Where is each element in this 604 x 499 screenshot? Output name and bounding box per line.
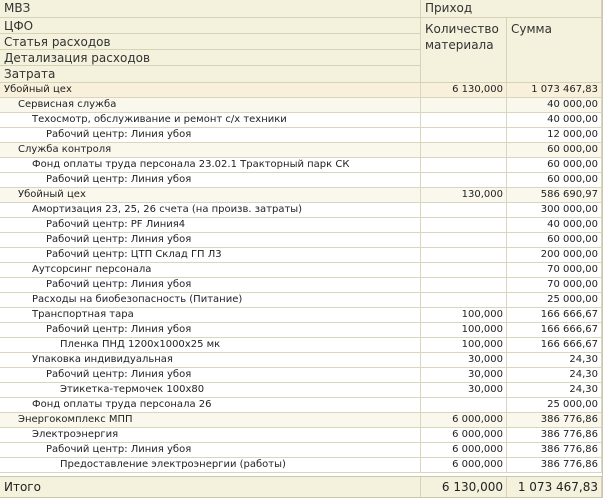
row-sum-cell[interactable]: 60 000,00 (507, 143, 602, 157)
row-sum-cell[interactable]: 40 000,00 (507, 218, 602, 232)
row-qty-cell[interactable] (421, 398, 507, 412)
table-row[interactable] (0, 398, 602, 413)
row-qty-cell[interactable]: 30,000 (421, 368, 507, 382)
table-row[interactable] (0, 338, 602, 353)
table-row[interactable] (0, 113, 602, 128)
row-sum-cell[interactable]: 40 000,00 (507, 98, 602, 112)
row-name-cell[interactable]: Аутсорсинг персонала (0, 263, 421, 277)
row-sum-cell[interactable]: 166 666,67 (507, 323, 602, 337)
row-qty-cell[interactable]: 100,000 (421, 308, 507, 322)
header-material-qty[interactable]: Количество материала (421, 18, 507, 83)
total-qty: 6 130,000 (421, 477, 507, 497)
row-name-cell[interactable]: Фонд оплаты труда персонала 23.02.1 Тракторный парк СК (0, 158, 421, 172)
row-name-cell[interactable]: Рабочий центр: Линия убоя (0, 128, 421, 142)
row-qty-cell[interactable] (421, 98, 507, 112)
row-name-cell[interactable]: Расходы на биобезопасность (Питание) (0, 293, 421, 307)
row-qty-cell[interactable]: 6 130,000 (421, 83, 507, 97)
row-qty-cell[interactable]: 130,000 (421, 188, 507, 202)
table-row[interactable] (0, 263, 602, 278)
row-name-cell[interactable]: Убойный цех (0, 188, 421, 202)
row-sum-cell[interactable]: 25 000,00 (507, 398, 602, 412)
table-row[interactable] (0, 128, 602, 143)
row-qty-cell[interactable] (421, 128, 507, 142)
row-qty-cell[interactable]: 6 000,000 (421, 443, 507, 457)
row-qty-cell[interactable] (421, 173, 507, 187)
row-sum-cell[interactable]: 386 776,86 (507, 443, 602, 457)
row-sum-cell[interactable]: 386 776,86 (507, 458, 602, 472)
table-row[interactable] (0, 368, 602, 383)
row-sum-cell[interactable]: 40 000,00 (507, 113, 602, 127)
row-qty-cell[interactable]: 30,000 (421, 383, 507, 397)
row-sum-cell[interactable]: 386 776,86 (507, 428, 602, 442)
table-row[interactable] (0, 278, 602, 293)
row-sum-cell[interactable]: 60 000,00 (507, 158, 602, 172)
table-row[interactable] (0, 308, 602, 323)
table-row[interactable] (0, 173, 602, 188)
row-name-cell[interactable]: Амортизация 23, 25, 26 счета (на произв. затраты) (0, 203, 421, 217)
row-sum-cell[interactable]: 60 000,00 (507, 173, 602, 187)
row-name-cell[interactable]: Техосмотр, обслуживание и ремонт с/х техники (0, 113, 421, 127)
header-expense[interactable]: Затрата (0, 66, 421, 83)
table-row[interactable] (0, 218, 602, 233)
table-row[interactable] (0, 383, 602, 398)
table-row[interactable] (0, 353, 602, 368)
row-qty-cell[interactable] (421, 248, 507, 262)
header-cost-item[interactable]: Статья расходов (0, 34, 421, 50)
row-name-cell[interactable]: Рабочий центр: Линия убоя (0, 368, 421, 382)
row-sum-cell[interactable]: 25 000,00 (507, 293, 602, 307)
table-row[interactable] (0, 98, 602, 113)
row-sum-cell[interactable]: 200 000,00 (507, 248, 602, 262)
table-row[interactable] (0, 293, 602, 308)
row-name-cell[interactable]: Рабочий центр: ЦТП Склад ГП Л3 (0, 248, 421, 262)
table-row[interactable] (0, 233, 602, 248)
row-qty-cell[interactable]: 100,000 (421, 338, 507, 352)
table-row[interactable] (0, 413, 602, 428)
row-qty-cell[interactable]: 6 000,000 (421, 428, 507, 442)
table-row[interactable] (0, 458, 602, 473)
row-qty-cell[interactable] (421, 218, 507, 232)
row-name-cell[interactable]: Рабочий центр: Линия убоя (0, 233, 421, 247)
row-qty-cell[interactable] (421, 293, 507, 307)
row-name-cell[interactable]: Рабочий центр: Линия убоя (0, 173, 421, 187)
table-header (0, 0, 602, 83)
table-row[interactable] (0, 323, 602, 338)
row-qty-cell[interactable] (421, 263, 507, 277)
row-qty-cell[interactable] (421, 233, 507, 247)
row-name-cell[interactable]: Пленка ПНД 1200х1000х25 мк (0, 338, 421, 352)
row-name-cell[interactable]: Рабочий центр: Линия убоя (0, 323, 421, 337)
header-mvz[interactable]: МВЗ (0, 0, 421, 18)
row-name-cell[interactable]: Фонд оплаты труда персонала 26 (0, 398, 421, 412)
row-name-cell[interactable]: Рабочий центр: Линия убоя (0, 278, 421, 292)
row-sum-cell[interactable]: 166 666,67 (507, 308, 602, 322)
row-sum-cell[interactable]: 586 690,97 (507, 188, 602, 202)
table-row[interactable] (0, 428, 602, 443)
total-label: Итого (0, 477, 421, 497)
row-qty-cell[interactable] (421, 143, 507, 157)
row-qty-cell[interactable] (421, 203, 507, 217)
table-row[interactable] (0, 248, 602, 263)
row-sum-cell[interactable]: 300 000,00 (507, 203, 602, 217)
header-cfo[interactable]: ЦФО (0, 18, 421, 34)
row-sum-cell[interactable]: 70 000,00 (507, 278, 602, 292)
table-row[interactable] (0, 203, 602, 218)
header-sum[interactable]: Сумма (507, 18, 602, 83)
total-row (0, 476, 602, 497)
table-body (0, 83, 602, 473)
row-qty-cell[interactable]: 6 000,000 (421, 458, 507, 472)
row-name-cell[interactable]: Рабочий центр: РF Линия4 (0, 218, 421, 232)
row-sum-cell[interactable]: 24,30 (507, 353, 602, 367)
row-sum-cell[interactable]: 386 776,86 (507, 413, 602, 427)
row-sum-cell[interactable]: 24,30 (507, 368, 602, 382)
row-name-cell[interactable]: Транспортная тара (0, 308, 421, 322)
row-qty-cell[interactable]: 6 000,000 (421, 413, 507, 427)
row-qty-cell[interactable]: 100,000 (421, 323, 507, 337)
row-name-cell[interactable]: Рабочий центр: Линия убоя (0, 443, 421, 457)
row-qty-cell[interactable] (421, 113, 507, 127)
row-name-cell[interactable]: Сервисная служба (0, 98, 421, 112)
row-sum-cell[interactable]: 1 073 467,83 (507, 83, 602, 97)
header-income[interactable]: Приход (421, 0, 602, 18)
row-sum-cell[interactable]: 166 666,67 (507, 338, 602, 352)
table-row[interactable] (0, 158, 602, 173)
total-sum: 1 073 467,83 (507, 477, 602, 497)
row-name-cell[interactable]: Предоставление электроэнергии (работы) (0, 458, 421, 472)
row-sum-cell[interactable]: 70 000,00 (507, 263, 602, 277)
row-name-cell[interactable]: Служба контроля (0, 143, 421, 157)
row-qty-cell[interactable]: 30,000 (421, 353, 507, 367)
table-row[interactable] (0, 188, 602, 203)
table-row[interactable] (0, 443, 602, 458)
table-row[interactable] (0, 83, 602, 98)
row-name-cell[interactable]: Убойный цех (0, 83, 421, 97)
row-name-cell[interactable]: Упаковка индивидуальная (0, 353, 421, 367)
row-sum-cell[interactable]: 24,30 (507, 383, 602, 397)
row-name-cell[interactable]: Электроэнергия (0, 428, 421, 442)
row-sum-cell[interactable]: 12 000,00 (507, 128, 602, 142)
row-name-cell[interactable]: Этикетка-термочек 100х80 (0, 383, 421, 397)
row-qty-cell[interactable] (421, 158, 507, 172)
header-cost-detail[interactable]: Детализация расходов (0, 50, 421, 66)
row-qty-cell[interactable] (421, 278, 507, 292)
row-sum-cell[interactable]: 60 000,00 (507, 233, 602, 247)
row-name-cell[interactable]: Энергокомплекс МПП (0, 413, 421, 427)
table-row[interactable] (0, 143, 602, 158)
